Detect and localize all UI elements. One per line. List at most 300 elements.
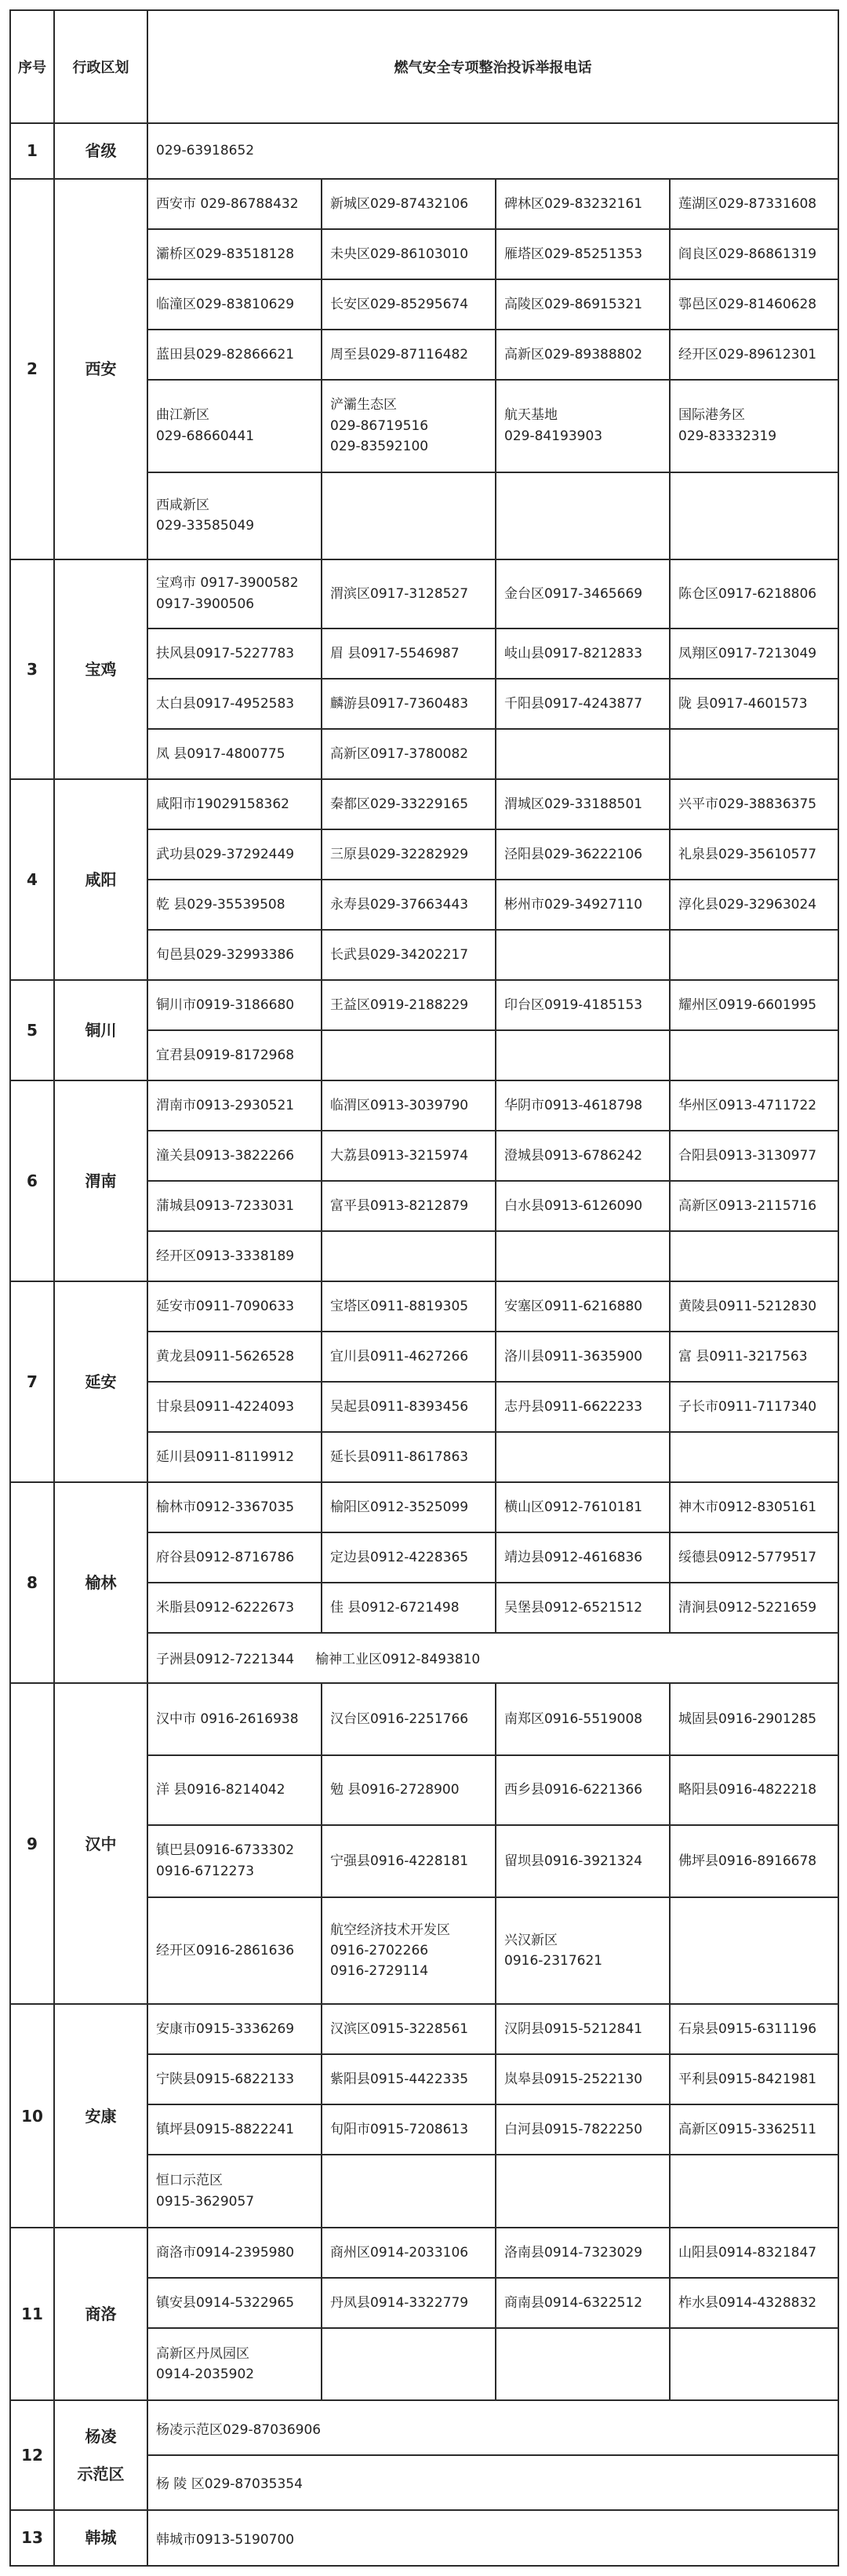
phone-entry — [496, 1382, 670, 1432]
phone-entry-line: 029-84193903 — [504, 428, 603, 444]
phone-entry-line: 定边县0912-4228365 — [330, 1549, 469, 1565]
phone-entry-line: 铜川市0919-3186680 — [156, 997, 295, 1013]
phone-entry — [322, 779, 496, 829]
phone-entry-line: 0914-2035902 — [156, 2366, 255, 2383]
phone-entry — [670, 980, 838, 1030]
phone-entry — [147, 2228, 322, 2278]
phone-entry — [496, 1583, 670, 1633]
phone-entry — [322, 829, 496, 880]
phone-entry — [322, 2278, 496, 2328]
phone-entry-line: 乾 县029-35539508 — [156, 896, 285, 913]
phone-entry — [147, 1382, 322, 1432]
phone-entry-line: 陈仓区0917-6218806 — [678, 585, 817, 602]
phone-entry — [322, 1030, 496, 1080]
phone-entry — [147, 930, 322, 980]
phone-entry — [496, 1432, 670, 1482]
table-row — [10, 779, 838, 829]
phone-entry — [322, 980, 496, 1030]
phone-entry-line: 子长市0911-7117340 — [678, 1398, 817, 1415]
phone-entry-line: 潼关县0913-3822266 — [156, 1147, 295, 1164]
phone-entry — [496, 1231, 670, 1281]
phone-entry-line: 高新区0917-3780082 — [330, 745, 469, 762]
phone-entry-line: 米脂县0912-6222673 — [156, 1599, 295, 1616]
row-index: 5 — [10, 980, 54, 1080]
phone-entry-line: 恒口示范区 — [156, 2173, 223, 2189]
phone-entry — [670, 1432, 838, 1482]
phone-entry — [670, 1131, 838, 1181]
row-index: 9 — [10, 1683, 54, 2005]
phone-entry-line: 曲江新区 — [156, 407, 209, 424]
phone-entry — [147, 1583, 322, 1633]
phone-entry-line: 勉 县0916-2728900 — [330, 1782, 460, 1798]
phone-entry — [496, 1030, 670, 1080]
phone-entry — [496, 1181, 670, 1231]
phone-entry-line: 渭城区029-33188501 — [504, 796, 643, 812]
table-row — [10, 1080, 838, 1131]
phone-entry-line: 神木市0912-8305161 — [678, 1499, 817, 1515]
phone-entry — [147, 829, 322, 880]
phone-entry-line: 蒲城县0913-7233031 — [156, 1197, 295, 1214]
phone-entry — [670, 679, 838, 729]
phone-entry — [670, 2104, 838, 2155]
phone-entry — [147, 179, 322, 229]
phone-entry — [496, 472, 670, 559]
phone-entry — [670, 2228, 838, 2278]
phone-entry: 子洲县0912-7221344 榆神工业区0912-8493810 — [147, 1633, 838, 1683]
phone-entry-line: 临潼区029-83810629 — [156, 296, 295, 312]
row-index: 1 — [10, 123, 54, 179]
phone-entry-line: 富 县0911-3217563 — [678, 1348, 808, 1365]
phone-entry-line: 丹凤县0914-3322779 — [330, 2294, 469, 2311]
phone-entry — [670, 1281, 838, 1332]
phone-entry — [147, 2054, 322, 2104]
phone-entry — [496, 2054, 670, 2104]
phone-entry — [670, 1080, 838, 1131]
table-row — [10, 123, 838, 179]
phone-entry — [147, 1825, 322, 1897]
phone-entry — [322, 1181, 496, 1231]
phone-entry — [670, 1231, 838, 1281]
phone-entry-line: 靖边县0912-4616836 — [504, 1549, 643, 1565]
phone-entry-line: 渭南市0913-2930521 — [156, 1097, 295, 1113]
phone-entry-line: 镇巴县0916-6733302 — [156, 1842, 295, 1859]
phone-entry — [322, 880, 496, 930]
table-row — [10, 2510, 838, 2566]
phone-entry-line: 0916-2729114 — [330, 1963, 429, 1980]
phone-entry-line: 黄龙县0911-5626528 — [156, 1348, 295, 1365]
phone-entry-line: 经开区0913-3338189 — [156, 1248, 295, 1264]
phone-entry — [147, 2155, 322, 2227]
phone-entry — [670, 380, 838, 472]
phone-entry-line: 宜川县0911-4627266 — [330, 1348, 469, 1365]
phone-entry-line: 洋 县0916-8214042 — [156, 1782, 285, 1798]
row-index: 10 — [10, 2004, 54, 2227]
phone-entry-line: 高新区0913-2115716 — [678, 1197, 817, 1214]
phone-entry: 韩城市0913-5190700 — [147, 2510, 838, 2566]
phone-entry — [496, 2228, 670, 2278]
phone-entry — [496, 2328, 670, 2400]
phone-entry-line: 澄城县0913-6786242 — [504, 1147, 643, 1164]
phone-entry — [496, 629, 670, 679]
phone-entry-line: 咸阳市19029158362 — [156, 796, 289, 812]
district-name: 铜川 — [54, 980, 147, 1080]
phone-entry — [322, 2328, 496, 2400]
phone-entry — [322, 472, 496, 559]
phone-entry-line: 周至县029-87116482 — [330, 346, 469, 363]
phone-entry-line: 高新区029-89388802 — [504, 346, 643, 363]
phone-entry-line: 佳 县0912-6721498 — [330, 1599, 460, 1616]
phone-entry — [496, 1825, 670, 1897]
phone-entry-line: 淳化县029-32963024 — [678, 896, 817, 913]
phone-entry — [147, 1332, 322, 1382]
phone-entry — [147, 1532, 322, 1583]
phone-entry — [496, 229, 670, 279]
phone-entry — [322, 2155, 496, 2227]
district-name: 汉中 — [54, 1683, 147, 2005]
phone-entry-line: 延长县0911-8617863 — [330, 1448, 469, 1465]
phone-entry-line: 三原县029-32282929 — [330, 846, 469, 862]
phone-entry-line: 甘泉县0911-4224093 — [156, 1398, 295, 1415]
row-index: 13 — [10, 2510, 54, 2566]
phone-entry — [147, 2104, 322, 2155]
table-row — [10, 2228, 838, 2278]
phone-entry-line: 耀州区0919-6601995 — [678, 997, 817, 1013]
row-index: 2 — [10, 179, 54, 559]
phone-entry: 杨 陵 区029-87035354 — [147, 2455, 838, 2510]
phone-entry-line: 洛川县0911-3635900 — [504, 1348, 643, 1365]
phone-entry-line: 延安市0911-7090633 — [156, 1298, 295, 1314]
phone-entry — [670, 1532, 838, 1583]
phone-entry-line: 留坝县0916-3921324 — [504, 1853, 643, 1869]
phone-entry-line: 白水县0913-6126090 — [504, 1197, 643, 1214]
phone-entry — [670, 330, 838, 380]
phone-entry — [322, 1382, 496, 1432]
phone-entry — [496, 2278, 670, 2328]
phone-entry — [147, 679, 322, 729]
phone-entry — [147, 229, 322, 279]
table-row — [10, 1482, 838, 1532]
phone-entry-line: 阎良区029-86861319 — [678, 246, 817, 262]
phone-entry-line: 平利县0915-8421981 — [678, 2071, 817, 2088]
phone-entry-line: 宁陕县0915-6822133 — [156, 2071, 295, 2088]
phone-entry — [322, 1482, 496, 1532]
phone-entry-line: 凤翔区0917-7213049 — [678, 645, 817, 661]
phone-entry-line: 绥德县0912-5779517 — [678, 1549, 817, 1565]
phone-entry-line: 商洛市0914-2395980 — [156, 2244, 295, 2261]
phone-entry-line: 府谷县0912-8716786 — [156, 1549, 295, 1565]
row-index: 3 — [10, 559, 54, 779]
phone-entry — [147, 729, 322, 779]
phone-entry-line: 礼泉县029-35610577 — [678, 846, 817, 862]
phone-entry-line: 秦都区029-33229165 — [330, 796, 469, 812]
phone-entry — [496, 1897, 670, 2005]
phone-entry — [147, 472, 322, 559]
phone-entry-line: 镇坪县0915-8822241 — [156, 2122, 295, 2138]
phone-entry — [670, 829, 838, 880]
phone-entry — [496, 2104, 670, 2155]
phone-entry — [496, 559, 670, 629]
phone-entry-line: 国际港务区 — [678, 407, 745, 424]
phone-entry — [496, 1080, 670, 1131]
phone-entry-line: 新城区029-87432106 — [330, 195, 469, 212]
phone-entry — [670, 1030, 838, 1080]
phone-entry-line: 029-86719516 — [330, 417, 429, 434]
phone-entry — [496, 829, 670, 880]
phone-entry — [147, 1231, 322, 1281]
phone-entry-line: 碑林区029-83232161 — [504, 195, 643, 212]
phone-entry — [147, 1080, 322, 1131]
phone-entry-line: 略阳县0916-4822218 — [678, 1782, 817, 1798]
phone-entry-line: 经开区0916-2861636 — [156, 1943, 295, 1959]
phone-entry-line: 兴汉新区 — [504, 1932, 558, 1948]
phone-entry — [670, 629, 838, 679]
district-name: 商洛 — [54, 2228, 147, 2400]
phone-entry — [496, 930, 670, 980]
phone-entry — [670, 229, 838, 279]
table-header-row — [10, 10, 838, 123]
phone-entry: 029-63918652 — [147, 123, 838, 179]
phone-entry-line: 029-33585049 — [156, 518, 255, 534]
phone-entry-line: 眉 县0917-5546987 — [330, 645, 460, 661]
table-row — [10, 1683, 838, 1755]
phone-entry — [147, 1432, 322, 1482]
phone-entry-line: 山阳县0914-8321847 — [678, 2244, 817, 2261]
phone-entry-line: 旬邑县029-32993386 — [156, 946, 295, 963]
header-district: 行政区划 — [54, 10, 147, 123]
phone-entry-line: 商南县0914-6322512 — [504, 2294, 643, 2311]
phone-entry-line: 镇安县0914-5322965 — [156, 2294, 295, 2311]
phone-entry — [322, 2104, 496, 2155]
phone-entry-line: 麟游县0917-7360483 — [330, 695, 469, 712]
phone-entry-line: 蓝田县029-82866621 — [156, 346, 295, 363]
phone-entry — [670, 2004, 838, 2054]
phone-entry-line: 0917-3900506 — [156, 596, 255, 612]
phone-entry — [496, 1131, 670, 1181]
district-name: 杨凌 示范区 — [54, 2400, 147, 2509]
phone-entry — [147, 1131, 322, 1181]
phone-entry — [322, 1683, 496, 1755]
phone-entry-line: 宜君县0919-8172968 — [156, 1047, 295, 1063]
phone-entry — [322, 1432, 496, 1482]
phone-entry — [322, 629, 496, 679]
phone-entry — [670, 179, 838, 229]
phone-entry — [670, 1683, 838, 1755]
phone-entry — [670, 2155, 838, 2227]
phone-entry-line: 汉滨区0915-3228561 — [330, 2021, 469, 2038]
phone-entry-line: 宁强县0916-4228181 — [330, 1853, 469, 1869]
phone-entry-line: 汉台区0916-2251766 — [330, 1711, 469, 1727]
row-index: 12 — [10, 2400, 54, 2509]
row-index: 4 — [10, 779, 54, 980]
phone-entry-line: 大荔县0913-3215974 — [330, 1147, 469, 1164]
phone-entry-line: 延川县0911-8119912 — [156, 1448, 295, 1465]
phone-entry — [670, 1583, 838, 1633]
table-row — [10, 2400, 838, 2455]
phone-entry-line: 莲湖区029-87331608 — [678, 195, 817, 212]
row-index: 8 — [10, 1482, 54, 1683]
phone-entry — [670, 930, 838, 980]
phone-entry-line: 岐山县0917-8212833 — [504, 645, 643, 661]
phone-entry-line: 富平县0913-8212879 — [330, 1197, 469, 1214]
phone-entry-line: 高新区0915-3362511 — [678, 2122, 817, 2138]
district-name: 渭南 — [54, 1080, 147, 1281]
phone-entry-line: 千阳县0917-4243877 — [504, 695, 643, 712]
phone-entry — [147, 1181, 322, 1231]
phone-entry-line: 029-83332319 — [678, 428, 777, 444]
phone-entry — [147, 380, 322, 472]
phone-entry-line: 高陵区029-86915321 — [504, 296, 643, 312]
phone-entry — [496, 330, 670, 380]
phone-entry-line: 029-68660441 — [156, 428, 255, 444]
phone-entry — [496, 179, 670, 229]
phone-entry-line: 未央区029-86103010 — [330, 246, 469, 262]
phone-entry-line: 柞水县0914-4328832 — [678, 2294, 817, 2311]
phone-entry-line: 安康市0915-3336269 — [156, 2021, 295, 2038]
phone-entry — [496, 2004, 670, 2054]
phone-entry — [322, 1231, 496, 1281]
phone-entry-line: 黄陵县0911-5212830 — [678, 1298, 817, 1314]
district-name: 榆林 — [54, 1482, 147, 1683]
phone-entry — [147, 559, 322, 629]
phone-entry-line: 经开区029-89612301 — [678, 346, 817, 363]
complaint-phone-table — [9, 9, 838, 2567]
phone-entry — [670, 1181, 838, 1231]
phone-entry — [670, 880, 838, 930]
phone-entry — [147, 1755, 322, 1824]
row-index: 7 — [10, 1281, 54, 1482]
phone-entry — [670, 779, 838, 829]
phone-entry-line: 横山区0912-7610181 — [504, 1499, 643, 1515]
phone-entry — [322, 229, 496, 279]
phone-entry — [147, 1897, 322, 2005]
phone-entry-line: 安塞区0911-6216880 — [504, 1298, 643, 1314]
phone-entry-line: 扶风县0917-5227783 — [156, 645, 295, 661]
phone-entry — [670, 2328, 838, 2400]
phone-entry-line: 0916-2702266 — [330, 1943, 429, 1959]
phone-entry — [670, 472, 838, 559]
phone-entry — [322, 1281, 496, 1332]
row-index: 6 — [10, 1080, 54, 1281]
phone-entry — [147, 880, 322, 930]
phone-entry-line: 灞桥区029-83518128 — [156, 246, 295, 262]
phone-entry — [496, 1281, 670, 1332]
table-row — [10, 2004, 838, 2054]
phone-entry-line: 高新区丹凤园区 — [156, 2345, 249, 2362]
phone-entry — [147, 279, 322, 330]
phone-entry — [322, 330, 496, 380]
phone-entry — [670, 559, 838, 629]
phone-entry — [322, 2004, 496, 2054]
phone-entry — [670, 1332, 838, 1382]
phone-entry-line: 金台区0917-3465669 — [504, 585, 643, 602]
phone-entry-line: 紫阳县0915-4422335 — [330, 2071, 469, 2088]
phone-entry — [322, 930, 496, 980]
phone-entry — [670, 279, 838, 330]
phone-entry-line: 佛坪县0916-8916678 — [678, 1853, 817, 1869]
phone-entry-line: 长武县029-34202217 — [330, 946, 469, 963]
phone-entry-line: 榆阳区0912-3525099 — [330, 1499, 469, 1515]
phone-entry — [322, 2054, 496, 2104]
phone-entry-line: 永寿县029-37663443 — [330, 896, 469, 913]
phone-entry-line: 王益区0919-2188229 — [330, 997, 469, 1013]
phone-entry — [147, 2278, 322, 2328]
table-row — [10, 1281, 838, 1332]
phone-entry-line: 渭滨区0917-3128527 — [330, 585, 469, 602]
header-index: 序号 — [10, 10, 54, 123]
phone-entry — [147, 779, 322, 829]
phone-entry — [147, 2004, 322, 2054]
phone-entry-line: 华阴市0913-4618798 — [504, 1097, 643, 1113]
district-name: 宝鸡 — [54, 559, 147, 779]
phone-entry-line: 洛南县0914-7323029 — [504, 2244, 643, 2261]
phone-entry — [670, 1382, 838, 1432]
phone-entry — [322, 559, 496, 629]
phone-entry — [670, 2054, 838, 2104]
phone-entry — [322, 1825, 496, 1897]
phone-entry — [496, 1755, 670, 1824]
phone-entry-line: 凤 县0917-4800775 — [156, 745, 285, 762]
phone-entry — [147, 980, 322, 1030]
header-phone-title: 燃气安全专项整治投诉举报电话 — [147, 10, 838, 123]
phone-entry-line: 0916-6712273 — [156, 1863, 255, 1879]
table-row — [10, 179, 838, 229]
phone-entry — [496, 279, 670, 330]
district-name: 安康 — [54, 2004, 147, 2227]
phone-entry — [147, 1482, 322, 1532]
phone-entry — [496, 679, 670, 729]
district-name: 延安 — [54, 1281, 147, 1482]
phone-entry — [670, 1825, 838, 1897]
phone-entry — [147, 330, 322, 380]
phone-entry-line: 航天基地 — [504, 407, 558, 424]
phone-entry: 杨凌示范区029-87036906 — [147, 2400, 838, 2455]
phone-entry-line: 西咸新区 — [156, 497, 209, 513]
phone-entry — [322, 380, 496, 472]
phone-entry — [496, 2155, 670, 2227]
district-name: 省级 — [54, 123, 147, 179]
phone-entry-line: 榆林市0912-3367035 — [156, 1499, 295, 1515]
phone-entry-line: 志丹县0911-6622233 — [504, 1398, 643, 1415]
phone-entry — [322, 1897, 496, 2005]
phone-entry — [147, 2328, 322, 2400]
phone-entry-line: 南郑区0916-5519008 — [504, 1711, 643, 1727]
phone-entry-line: 宝塔区0911-8819305 — [330, 1298, 469, 1314]
phone-entry-line: 0915-3629057 — [156, 2193, 255, 2210]
phone-entry — [670, 1897, 838, 2005]
phone-entry-line: 浐灞生态区 — [330, 397, 397, 414]
phone-entry — [496, 980, 670, 1030]
phone-entry — [147, 629, 322, 679]
phone-entry-line: 商州区0914-2033106 — [330, 2244, 469, 2261]
district-name: 西安 — [54, 179, 147, 559]
phone-entry-line: 0916-2317621 — [504, 1953, 603, 1969]
phone-entry-line: 城固县0916-2901285 — [678, 1711, 817, 1727]
phone-entry-line: 清涧县0912-5221659 — [678, 1599, 817, 1616]
phone-entry-line: 合阳县0913-3130977 — [678, 1147, 817, 1164]
phone-entry — [322, 1755, 496, 1824]
phone-entry-line: 西乡县0916-6221366 — [504, 1782, 643, 1798]
table-row — [10, 559, 838, 629]
phone-entry — [670, 1755, 838, 1824]
phone-entry-line: 长安区029-85295674 — [330, 296, 469, 312]
phone-entry — [496, 1532, 670, 1583]
phone-entry — [322, 279, 496, 330]
phone-entry-line: 兴平市029-38836375 — [678, 796, 817, 812]
phone-entry — [496, 1332, 670, 1382]
table-row — [10, 980, 838, 1030]
phone-entry-line: 泾阳县029-36222106 — [504, 846, 643, 862]
phone-entry-line: 鄠邑区029-81460628 — [678, 296, 817, 312]
